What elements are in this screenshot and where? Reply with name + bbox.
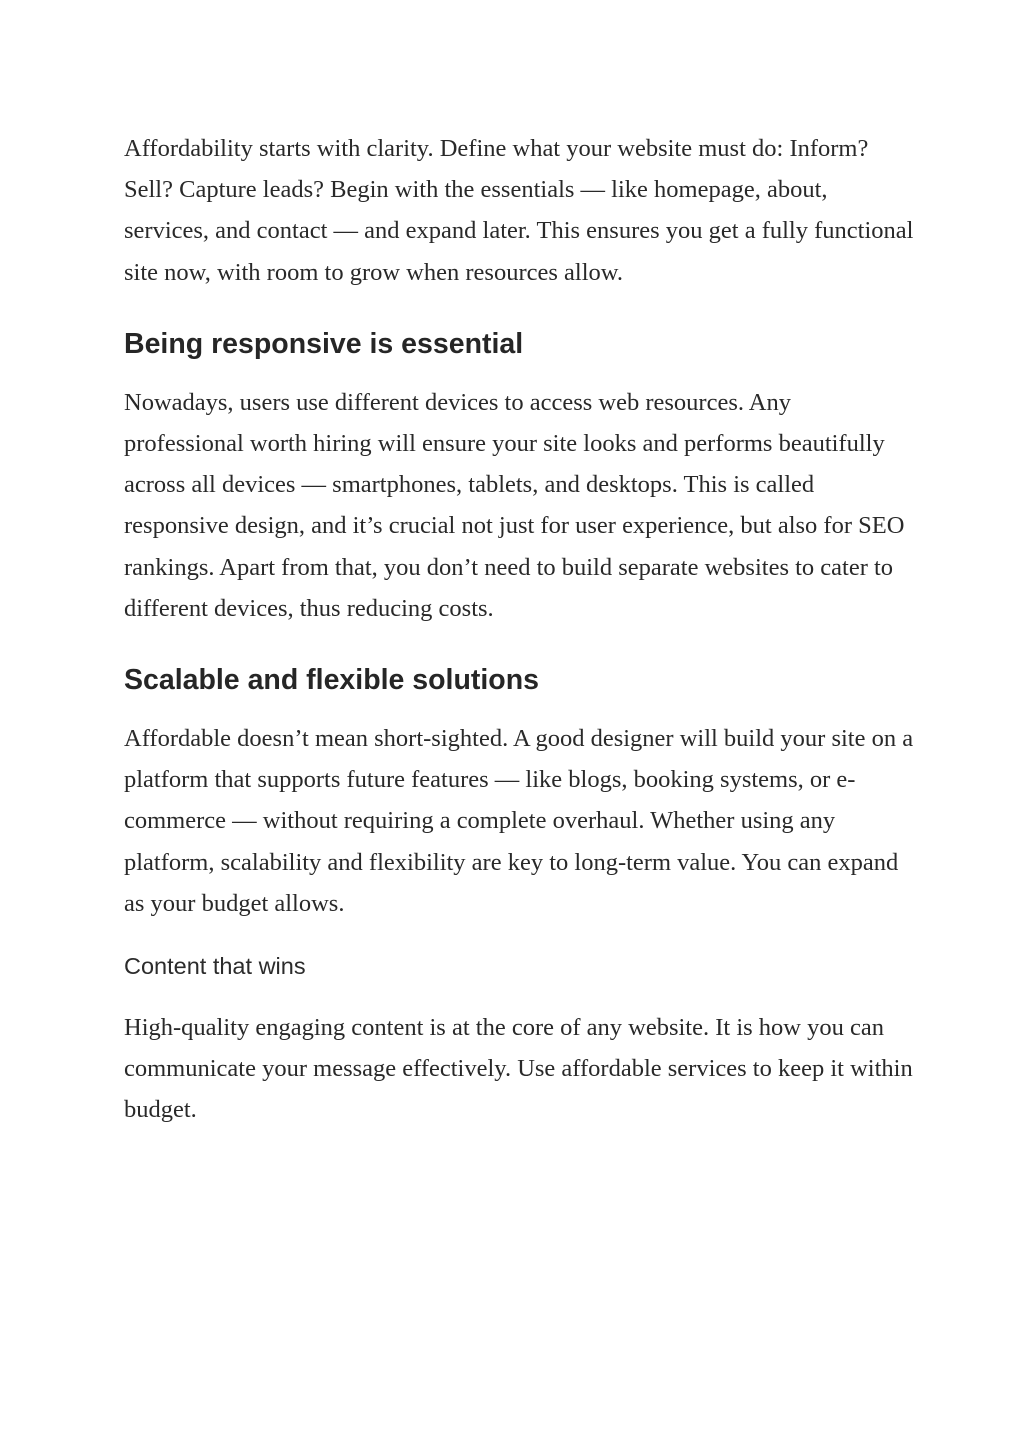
section-heading-responsive: Being responsive is essential [124,327,524,360]
document-page [124,128,914,1131]
section-heading-content: Content that wins [124,953,306,980]
intro-paragraph: Affordability starts with clarity. Define what your website must do: Inform? Sell? Capture leads? Begin with the essentials — like homepage, about, services, and contact — and expand later. This ensures you get a fully functional site now, with room to grow when resources allow. [124,135,914,286]
section-heading-scalable: Scalable and flexible solutions [124,664,539,697]
section-body-scalable: Affordable doesn’t mean short-sighted. A good designer will build your site on a platform that supports future features — like blogs, booking systems, or e-commerce — without requiring a complete overhaul. Whether using any platform, scalability and flexibility are key to long-term value. You can expand as your budget allows. [124,725,914,917]
section-body-content: High-quality engaging content is at the core of any website. It is how you can communicate your message effectively. Use affordable services to keep it within budget. [124,1014,913,1124]
section-body-responsive: Nowadays, users use different devices to access web resources. Any professional worth hiring will ensure your site looks and performs beautifully across all devices — smartphones, tablets, and desktops. This is called responsive design, and it’s crucial not just for user experience, but also for SEO rankings. Apart from that, you don’t need to build separate websites to cater to different devices, thus reducing costs. [124,388,905,622]
